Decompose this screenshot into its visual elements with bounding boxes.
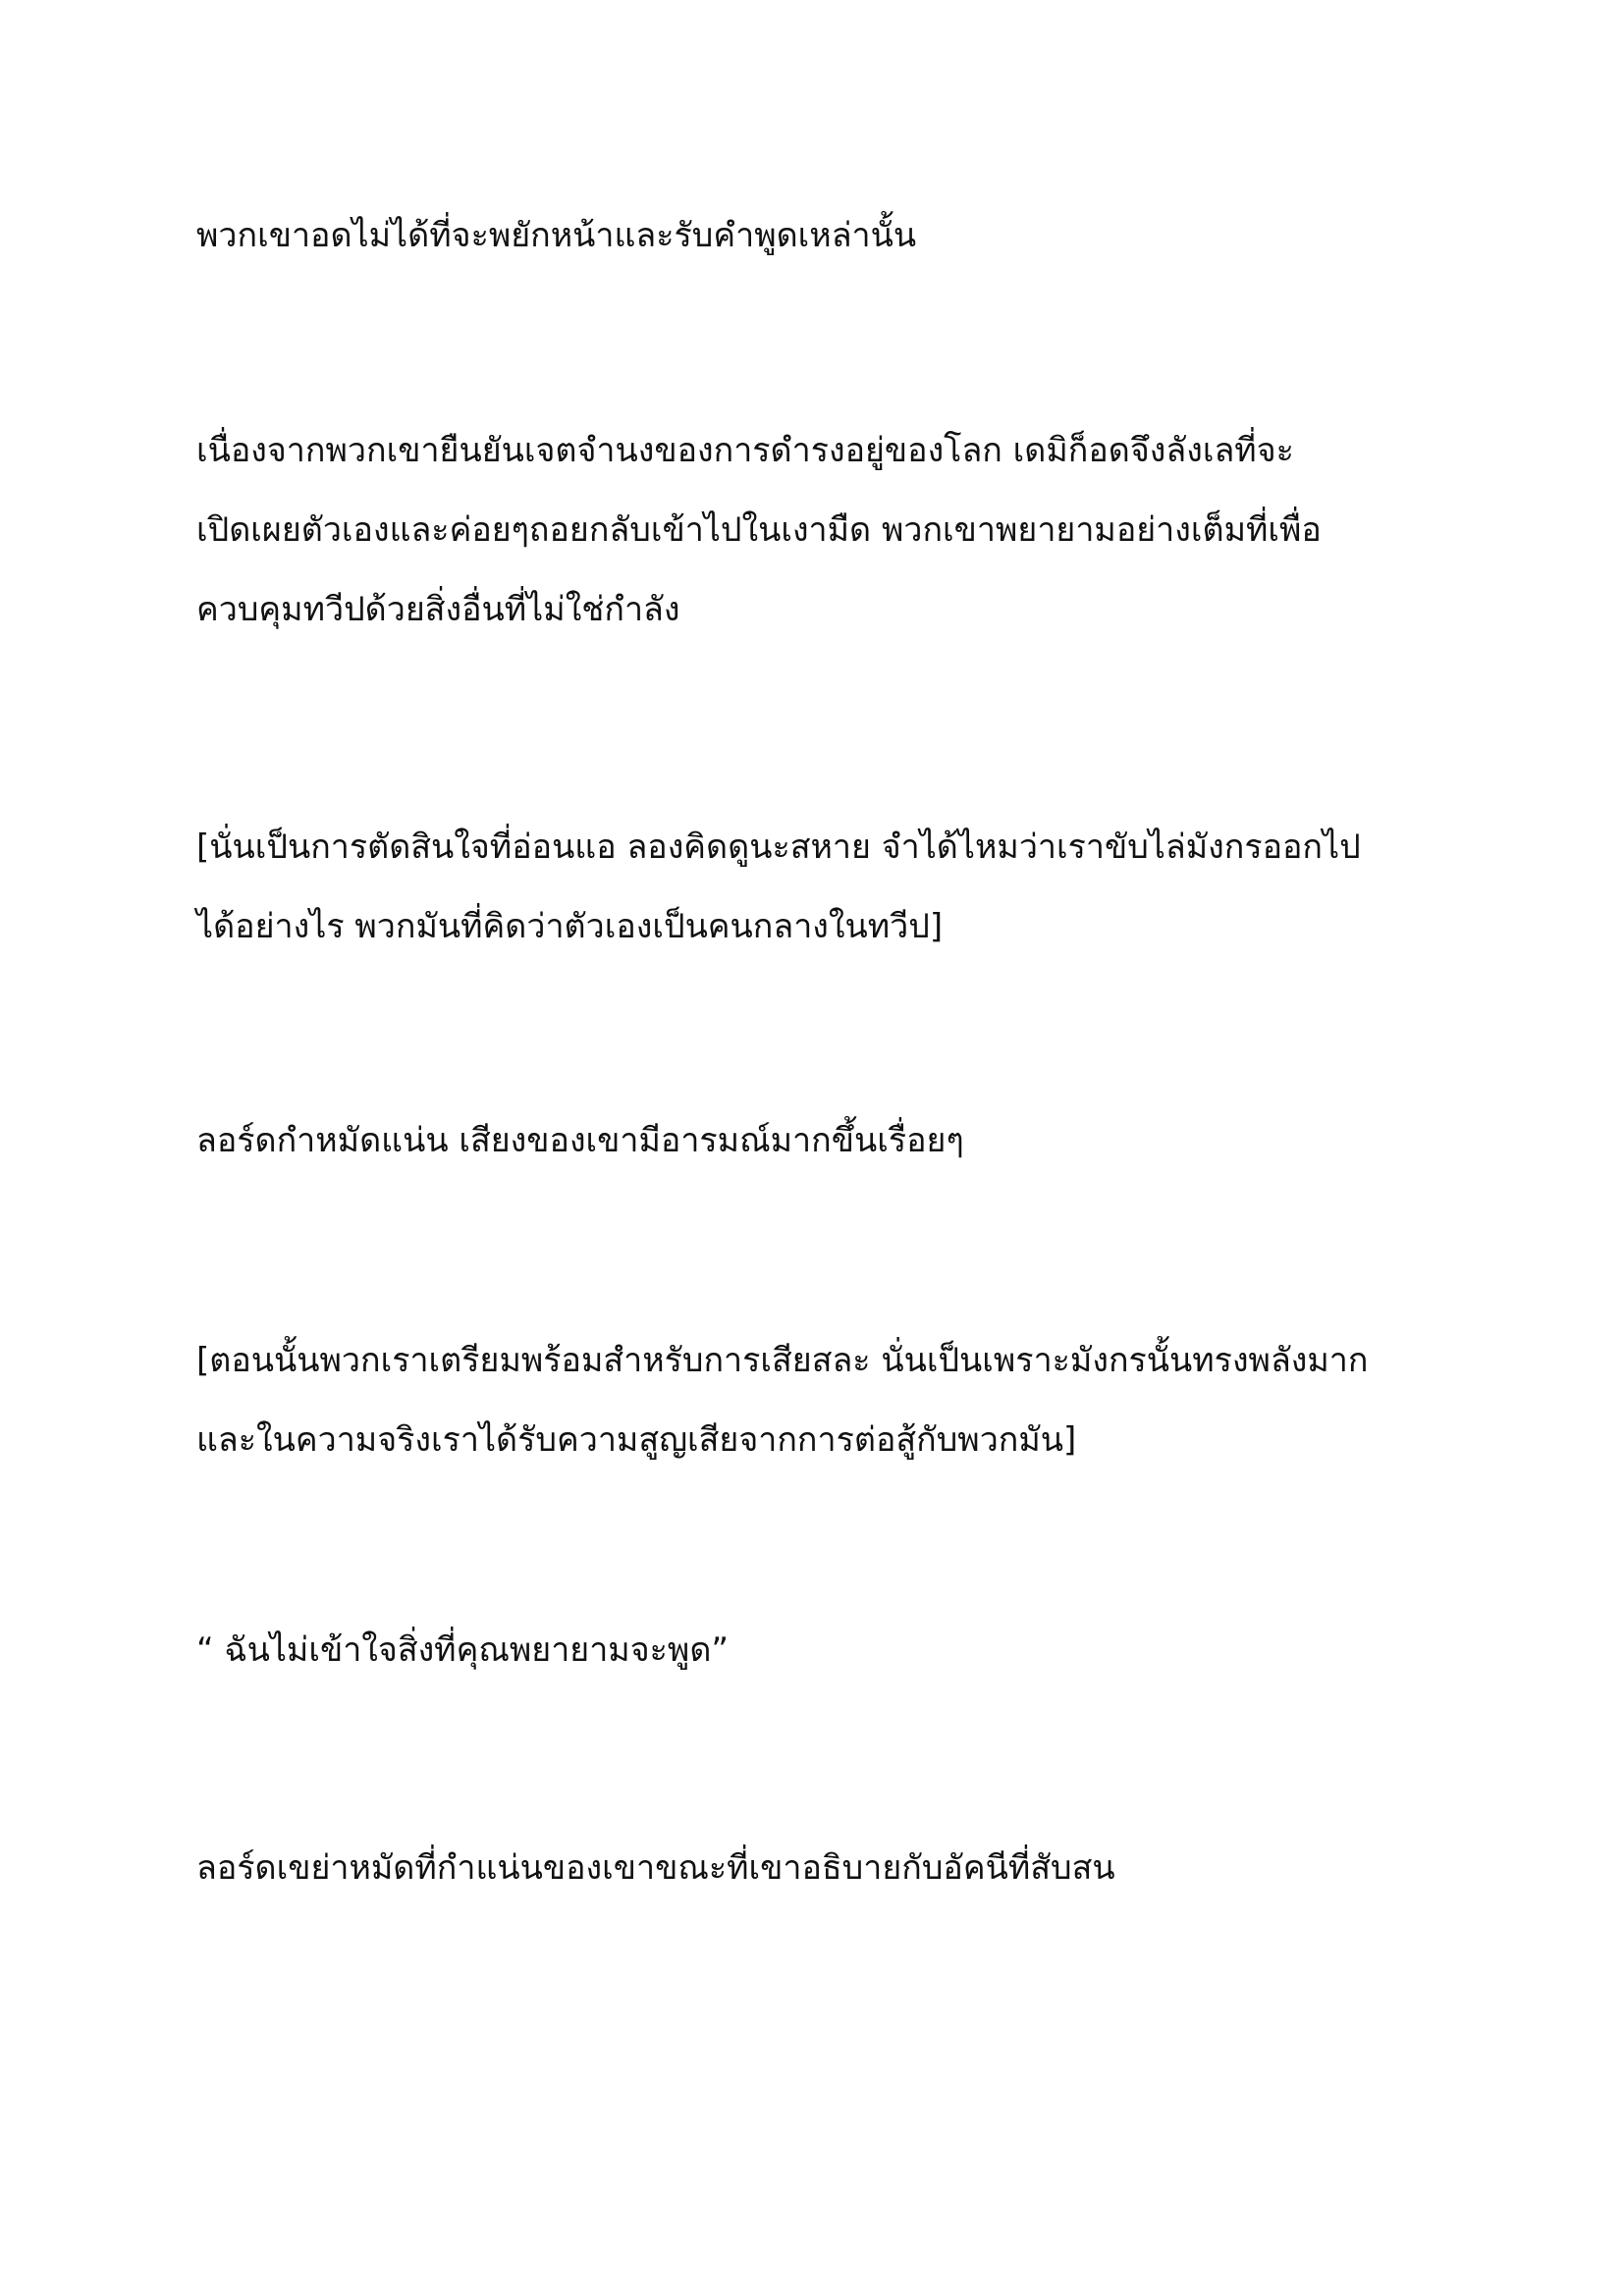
text-line: [นั่นเป็นการตัดสินใจที่อ่อนแอ ลองคิดดูนะสหาย จำได้ไหมว่าเราขับไล่มังกรออกไป [196,828,1361,867]
paragraph [196,1829,1473,1908]
text-line: ควบคุมทวีปด้วยสิ่งอื่นที่ไม่ใช่กำลัง [196,590,680,629]
paragraph [196,196,1473,276]
text-line: ลอร์ดกำหมัดแน่น เสียงของเขามีอารมณ์มากขึ้นเรื่อยๆ [196,1121,964,1160]
text-line: เปิดเผยตัวเองและค่อยๆถอยกลับเข้าไปในเงามืด พวกเขาพยายามอย่างเต็มที่เพื่อ [196,510,1322,550]
paragraph [196,411,1473,650]
paragraph [196,808,1473,967]
text-line: เนื่องจากพวกเขายืนยันเจตจำนงของการดำรงอยู่ของโลก เดมิก็อดจึงลังเลที่จะ [196,431,1294,470]
text-line: พวกเขาอดไม่ได้ที่จะพยักหน้าและรับคำพูดเหล่านั้น [196,216,917,255]
text-line: และในความจริงเราได้รับความสูญเสียจากการต่อสู้กับพวกมัน] [196,1420,1077,1460]
text-line: [ตอนนั้นพวกเราเตรียมพร้อมสำหรับการเสียสละ นั่นเป็นเพราะมังกรนั้นทรงพลังมาก [196,1341,1369,1380]
paragraph [196,1611,1473,1690]
text-line: ลอร์ดเขย่าหมัดที่กำแน่นของเขาขณะที่เขาอธิบายกับอัคนีที่สับสน [196,1848,1115,1888]
paragraph [196,1321,1473,1480]
text-line: “ ฉันไม่เข้าใจสิ่งที่คุณพยายามจะพูด” [196,1630,730,1670]
paragraph [196,1101,1473,1181]
text-line: ได้อย่างไร พวกมันที่คิดว่าตัวเองเป็นคนกลางในทวีป] [196,907,944,946]
